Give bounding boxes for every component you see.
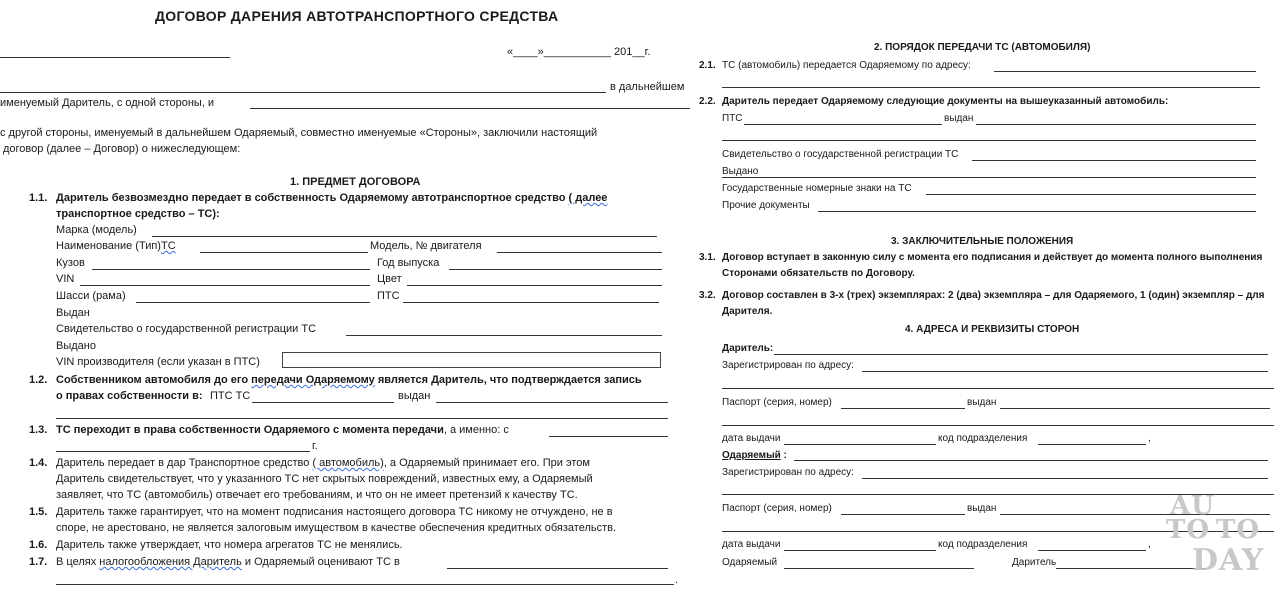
field-line-svidetelstvo[interactable] xyxy=(346,335,662,336)
donee-heading: Одаряемый : xyxy=(722,450,787,461)
watermark-text-1: AU xyxy=(1170,491,1215,521)
clause-1-1-number: 1.1. xyxy=(29,192,48,204)
field-label-god: Год выпуска xyxy=(377,257,440,269)
clause-3-1-number: 3.1. xyxy=(699,252,716,263)
clause-3-2-line-2: Дарителя. xyxy=(722,306,773,317)
field-label-vydano: Выдано xyxy=(56,340,96,352)
clause-3-2-number: 3.2. xyxy=(699,290,716,301)
city-line[interactable] xyxy=(0,57,230,58)
doc-nomera-label: Государственные номерные знаки на ТС xyxy=(722,183,912,194)
clause-1-4-line-1: Даритель передает в дар Транспортное средство ( автомобиль), а Одаряемый принимает его. При этом xyxy=(56,457,590,469)
signature-donee-line[interactable] xyxy=(784,568,974,569)
donee-name-field[interactable] xyxy=(794,460,1268,461)
clause-1-2-vydan-label: выдан xyxy=(398,390,431,402)
delivery-address-line-2[interactable] xyxy=(722,87,1260,88)
clause-1-2-vydan-line[interactable] xyxy=(436,402,668,403)
field-label-marka: Марка (модель) xyxy=(56,224,137,236)
clause-1-3-text: ТС переходит в права собственности Одаряемого с момента передачи, а именно: с xyxy=(56,424,509,436)
field-label-vydan: Выдан xyxy=(56,307,90,319)
clause-1-5-line-1: Даритель также гарантирует, что на момент подписания настоящего договора ТС никому не отчуждено, не в xyxy=(56,506,613,518)
clause-1-6-text: Даритель также утверждает, что номера агрегатов ТС не менялись. xyxy=(56,539,403,551)
doc-extra-line[interactable] xyxy=(722,140,1256,141)
donee-name-line[interactable] xyxy=(250,108,690,109)
field-label-vin: VIN xyxy=(56,273,75,285)
doc-pts-label: ПТС xyxy=(722,113,743,124)
donee-reg-label: Зарегистрирован по адресу: xyxy=(722,467,854,478)
doc-vydano-label: Выдано xyxy=(722,166,759,177)
doc-pts-line[interactable] xyxy=(744,124,942,125)
clause-1-2-extra-line[interactable] xyxy=(56,418,668,419)
vin-producer-box[interactable] xyxy=(282,352,661,368)
clause-1-1-text: Даритель безвозмездно передает в собственность Одаряемому автотранспортное средство ( далее xyxy=(56,192,608,204)
donor-passport-vydan: выдан xyxy=(967,397,997,408)
contract-date: «____»___________ 201__г. xyxy=(507,46,651,58)
donor-passport-label: Паспорт (серия, номер) xyxy=(722,397,832,408)
clause-2-1-number: 2.1. xyxy=(699,60,716,71)
donee-dept-code-line[interactable] xyxy=(1038,550,1146,551)
doc-svid-label: Свидетельство о государственной регистрации ТС xyxy=(722,149,959,160)
field-line-naimenovanie[interactable] xyxy=(200,252,368,253)
named-donor-text: именуемый Даритель, с одной стороны, и xyxy=(0,97,215,109)
contract-title: ДОГОВОР ДАРЕНИЯ АВТОТРАНСПОРТНОГО СРЕДСТВА xyxy=(155,8,559,24)
donor-reg-label: Зарегистрирован по адресу: xyxy=(722,360,854,371)
field-line-vin[interactable] xyxy=(80,285,370,286)
field-label-model: Модель, № двигателя xyxy=(370,240,482,252)
clause-1-7-value-line-2[interactable] xyxy=(56,584,674,585)
donee-passport-vydan: выдан xyxy=(967,503,997,514)
donor-issue-date-label: дата выдачи xyxy=(722,433,781,444)
donor-reg-line-2[interactable] xyxy=(722,388,1274,389)
clause-2-2-number: 2.2. xyxy=(699,96,716,107)
donee-reg-line[interactable] xyxy=(862,478,1268,479)
clause-1-5-line-2: споре, не арестовано, не является залоговым имуществом в качестве обеспечения кредитных обязательств. xyxy=(56,522,617,534)
delivery-address-line[interactable] xyxy=(994,71,1256,72)
section-4-title: 4. АДРЕСА И РЕКВИЗИТЫ СТОРОН xyxy=(905,324,1080,335)
donor-comma: , xyxy=(1148,433,1151,444)
watermark-text-4: DAY xyxy=(1192,543,1265,578)
field-label-kuzov: Кузов xyxy=(56,257,85,269)
clause-3-2-line-1: Договор составлен в 3-х (трех) экземплярах: 2 (два) экземпляра – для Одаряемого, 1 (один) экземпляр – для xyxy=(722,290,1265,301)
donor-name-field[interactable] xyxy=(774,354,1268,355)
section-1-title: 1. ПРЕДМЕТ ДОГОВОРА xyxy=(290,176,421,188)
donee-issue-date-label: дата выдачи xyxy=(722,539,781,550)
donee-passport-line[interactable] xyxy=(841,514,965,515)
section-3-title: 3. ЗАКЛЮЧИТЕЛЬНЫЕ ПОЛОЖЕНИЯ xyxy=(891,236,1074,247)
clause-1-1-text-2: транспортное средство – ТС): xyxy=(56,208,220,220)
watermark-text-2: TO xyxy=(1166,515,1210,545)
clause-1-7-text: В целях налогообложения Даритель и Одаряемый оценивают ТС в xyxy=(56,556,400,568)
field-label-svidetelstvo: Свидетельство о государственной регистрации ТС xyxy=(56,323,317,335)
donor-name-line[interactable] xyxy=(0,92,606,93)
donor-reg-line[interactable] xyxy=(862,371,1268,372)
field-line-kuzov[interactable] xyxy=(92,269,370,270)
clause-1-3-year: г. xyxy=(312,440,318,452)
donor-issue-date-line[interactable] xyxy=(784,444,936,445)
donee-dept-code-label: код подразделения xyxy=(938,539,1028,550)
field-line-god[interactable] xyxy=(449,269,662,270)
donor-dept-code-label: код подразделения xyxy=(938,433,1028,444)
clause-1-3-date-line-2[interactable] xyxy=(56,451,310,452)
donor-passport-line-2[interactable] xyxy=(722,425,1274,426)
donor-dept-code-line[interactable] xyxy=(1038,444,1146,445)
clause-1-7-period: . xyxy=(675,574,679,586)
other-side-text-2: договор (далее – Договор) о нижеследующем: xyxy=(3,143,241,155)
field-line-cvet[interactable] xyxy=(407,285,662,286)
field-label-pts: ПТС xyxy=(377,290,400,302)
signature-donee-label: Одаряемый xyxy=(722,557,778,568)
clause-3-1-line-1: Договор вступает в законную силу с момента его подписания и действует до момента полного выполнения xyxy=(722,252,1263,263)
clause-1-2-text-2: о правах собственности в: xyxy=(56,390,203,402)
field-label-shassi: Шасси (рама) xyxy=(56,290,126,302)
watermark-text-3: TO xyxy=(1216,515,1260,545)
clause-1-2-text: Собственником автомобиля до его передачи Одаряемому является Даритель, что подтверждается запись xyxy=(56,374,642,386)
doc-vydan-label: выдан xyxy=(944,113,974,124)
donor-passport-line[interactable] xyxy=(841,408,965,409)
clause-1-5-number: 1.5. xyxy=(29,506,48,518)
doc-svid-line[interactable] xyxy=(972,160,1256,161)
clause-3-1-line-2: Сторонами обязательств по Договору. xyxy=(722,268,915,279)
clause-2-1-text: ТС (автомобиль) передается Одаряемому по адресу: xyxy=(722,60,971,71)
clause-1-7-value-line[interactable] xyxy=(447,568,668,569)
signature-donor-label: Даритель xyxy=(1012,557,1057,568)
clause-1-2-number: 1.2. xyxy=(29,374,48,386)
other-side-text-1: с другой стороны, именуемый в дальнейшем Одаряемый, совместно именуемые «Стороны», заключили настоящий xyxy=(0,127,598,139)
donor-passport-vydan-line[interactable] xyxy=(1000,408,1270,409)
donee-comma: , xyxy=(1148,539,1151,550)
field-label-vin-proizv: VIN производителя (если указан в ПТС) xyxy=(56,356,260,368)
clause-1-4-number: 1.4. xyxy=(29,457,48,469)
clause-1-4-line-2: Даритель свидетельствует, что у указанного ТС нет скрытых повреждений, известных ему, а Одаряемый xyxy=(56,473,593,485)
field-line-marka[interactable] xyxy=(152,236,657,237)
doc-nomera-line[interactable] xyxy=(926,194,1256,195)
clause-1-2-pts-label: ПТС ТС xyxy=(210,390,251,402)
clause-1-7-number: 1.7. xyxy=(29,556,48,568)
clause-1-3-date-line[interactable] xyxy=(549,436,668,437)
donor-heading: Даритель: xyxy=(722,343,774,354)
doc-vydano-line[interactable] xyxy=(722,177,1256,178)
donee-passport-label: Паспорт (серия, номер) xyxy=(722,503,832,514)
field-label-cvet: Цвет xyxy=(377,273,402,285)
field-label-naimenovanie: Наименование (Тип)ТС xyxy=(56,240,176,252)
doc-vydan-line[interactable] xyxy=(976,124,1256,125)
clause-1-6-number: 1.6. xyxy=(29,539,48,551)
field-line-shassi[interactable] xyxy=(136,302,370,303)
doc-prochie-label: Прочие документы xyxy=(722,200,810,211)
autotoday-watermark xyxy=(1164,491,1274,591)
doc-prochie-line[interactable] xyxy=(818,211,1256,212)
clause-1-4-line-3: заявляет, что ТС (автомобиль) отвечает его требованиям, и что он не имеет претензий к качеству ТС. xyxy=(56,489,578,501)
clause-1-3-number: 1.3. xyxy=(29,424,48,436)
field-line-model[interactable] xyxy=(497,252,662,253)
clause-2-2-text: Даритель передает Одаряемому следующие документы на вышеуказанный автомобиль: xyxy=(722,96,1169,107)
donee-issue-date-line[interactable] xyxy=(784,550,936,551)
clause-1-2-pts-line[interactable] xyxy=(252,402,394,403)
in-future-text: в дальнейшем xyxy=(610,81,685,93)
field-line-pts[interactable] xyxy=(403,302,659,303)
section-2-title: 2. ПОРЯДОК ПЕРЕДАЧИ ТС (АВТОМОБИЛЯ) xyxy=(874,42,1091,53)
